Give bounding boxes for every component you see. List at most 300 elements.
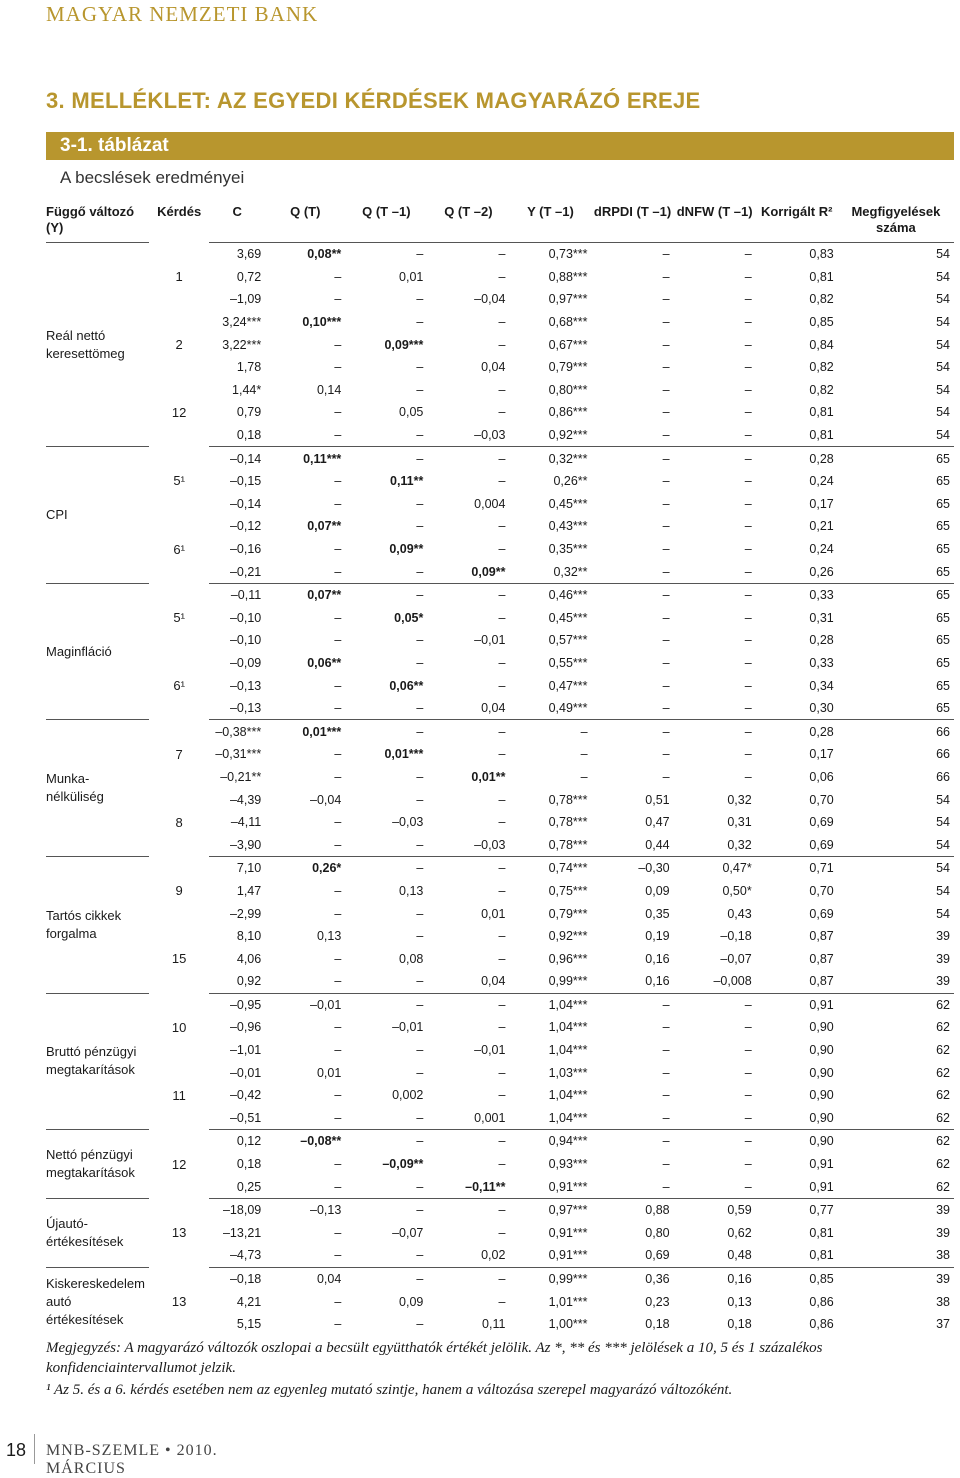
table-cell: – (345, 447, 427, 470)
table-cell: 0,35 (645, 906, 670, 921)
table-cell: – (427, 447, 509, 470)
table-cell: 0,26** (553, 474, 588, 489)
table-cell: – (498, 883, 506, 898)
table-cell: 0,18 (645, 1317, 670, 1332)
table-cell: –0,01 (265, 993, 345, 1016)
table-cell: 0,06** (389, 678, 424, 693)
table-cell: – (334, 1110, 342, 1125)
table-cell: –0,01 (392, 1020, 424, 1035)
table-cell: 0,32** (553, 564, 588, 579)
table-cell: –18,09 (209, 1198, 265, 1221)
table-cell: 1,78 (236, 360, 262, 375)
question-number: 5¹ (173, 473, 185, 489)
table-cell: 0,78*** (548, 837, 588, 852)
table-cell: 39 (838, 1267, 954, 1290)
table-cell: 0,82 (809, 360, 834, 375)
table-cell: – (498, 1088, 506, 1103)
table-cell: 0,30 (809, 701, 834, 716)
table-cell: – (427, 1267, 509, 1290)
table-cell: 0,51 (645, 792, 670, 807)
table-row (46, 243, 954, 266)
table-cell: 0,91 (756, 993, 838, 1016)
table-cell: – (416, 974, 424, 989)
table-cell: – (334, 405, 342, 420)
table-cell: 0,32 (727, 837, 752, 852)
table-cell: – (416, 360, 424, 375)
table-cell: – (334, 1179, 342, 1194)
table-cell: – (744, 610, 752, 625)
table-row (46, 1061, 954, 1084)
table-cell: 1,00*** (548, 1317, 588, 1332)
results-table (46, 204, 954, 1336)
table-cell: – (334, 1043, 342, 1058)
table-cell: 65 (936, 678, 950, 693)
table-cell: 5,15 (236, 1317, 262, 1332)
table-cell: 0,81 (809, 1225, 834, 1240)
table-cell: 0,13 (316, 929, 342, 944)
table-cell: – (498, 1065, 506, 1080)
question-number: 8 (175, 814, 183, 830)
question-number: 10 (171, 1019, 187, 1035)
table-cell: – (498, 610, 506, 625)
table-cell: – (334, 633, 342, 648)
table-cell: 0,82 (809, 382, 834, 397)
table-cell: –0,38*** (209, 720, 265, 743)
table-cell: 0,09** (389, 542, 424, 557)
table-cell: 1,03*** (548, 1065, 588, 1080)
table-cell: – (416, 292, 424, 307)
table-cell: – (334, 1088, 342, 1103)
table-cell: 0,47*** (548, 678, 588, 693)
table-cell: – (345, 243, 427, 266)
table-cell: 0,91*** (548, 1248, 588, 1263)
table-cell: 0,09** (471, 564, 506, 579)
table-cell: – (334, 769, 342, 784)
table-cell: 0,90 (809, 1065, 834, 1080)
table-cell: 0,69 (809, 906, 834, 921)
table-cell: – (345, 720, 427, 743)
table-cell: 0,92 (236, 974, 262, 989)
table-cell: – (580, 747, 588, 762)
table-cell: 54 (936, 815, 950, 830)
table-cell: –0,16 (229, 542, 262, 557)
table-cell: 0,01*** (265, 720, 345, 743)
table-cell: – (744, 1088, 752, 1103)
table-cell: – (509, 720, 591, 743)
table-cell: 0,78*** (548, 792, 588, 807)
table-cell: 0,59 (674, 1198, 756, 1221)
table-cell: 0,80*** (548, 382, 588, 397)
table-cell: 0,32*** (509, 447, 591, 470)
table-cell: – (498, 519, 506, 534)
table-cell: – (580, 769, 588, 784)
dependent-variable: Maginfláció (46, 583, 149, 720)
table-cell: 0,34 (809, 678, 834, 693)
table-cell: 65 (936, 701, 950, 716)
table-cell: 0,70 (809, 792, 834, 807)
table-cell: –0,18 (209, 1267, 265, 1290)
table-cell: 7,10 (209, 857, 265, 880)
dependent-variable: Újautó-értékesítések (46, 1198, 149, 1267)
table-cell: 0,69 (645, 1248, 670, 1263)
table-cell: – (416, 519, 424, 534)
table-cell: –0,09 (229, 655, 262, 670)
question-number: 11 (172, 1088, 186, 1104)
table-cell: – (744, 382, 752, 397)
table-cell: – (662, 360, 670, 375)
table-cell: 65 (838, 583, 954, 606)
table-cell: –0,14 (229, 496, 262, 511)
table-cell: – (744, 1043, 752, 1058)
table-cell: 1,04*** (509, 993, 591, 1016)
table-cell: 0,002 (392, 1088, 424, 1103)
table-cell: 0,08** (265, 243, 345, 266)
table-cell: 0,92*** (548, 929, 588, 944)
table-cell: 0,49*** (548, 701, 588, 716)
table-cell: – (662, 1065, 670, 1080)
table-cell: 0,79 (236, 405, 262, 420)
table-cell: – (427, 583, 509, 606)
table-cell: 54 (936, 382, 950, 397)
table-cell: – (744, 1110, 752, 1125)
table-body (46, 243, 954, 1336)
table-cell: – (744, 769, 752, 784)
table-cell: –4,11 (230, 815, 262, 830)
table-cell: – (345, 1198, 427, 1221)
table-cell: –0,13 (265, 1198, 345, 1221)
table-cell: –0,14 (209, 447, 265, 470)
table-cell: – (416, 929, 424, 944)
table-cell: 0,47 (645, 815, 670, 830)
table-cell: – (674, 993, 756, 1016)
table-cell: – (416, 428, 424, 443)
table-cell: 0,69 (809, 815, 834, 830)
table-cell: – (334, 269, 342, 284)
table-row (46, 515, 954, 538)
table-subtitle: A becslések eredményei (60, 168, 245, 187)
table-cell: 54 (936, 360, 950, 375)
table-cell: – (744, 474, 752, 489)
question-number: 6¹ (173, 678, 185, 694)
table-cell: 0,74*** (509, 857, 591, 880)
column-header: C (232, 204, 242, 219)
table-cell: – (334, 974, 342, 989)
table-cell: 39 (936, 951, 950, 966)
table-cell: 0,91 (809, 1179, 834, 1194)
table-cell: – (345, 1130, 427, 1153)
publisher-header: MAGYAR NEMZETI BANK (46, 2, 319, 26)
table-cell: 0,81 (809, 269, 834, 284)
table-cell: 0,33 (756, 583, 838, 606)
table-cell: – (416, 564, 424, 579)
table-cell: – (416, 1065, 424, 1080)
table-cell: – (662, 542, 670, 557)
table-row (46, 788, 954, 811)
table-cell: – (334, 542, 342, 557)
table-cell: – (345, 1267, 427, 1290)
table-cell: 39 (936, 974, 950, 989)
table-cell: 0,16 (645, 974, 670, 989)
table-cell: 39 (936, 929, 950, 944)
table-cell: – (498, 951, 506, 966)
table-cell: – (592, 447, 674, 470)
table-cell: – (334, 883, 342, 898)
table-cell: 0,11*** (265, 447, 345, 470)
table-cell: – (662, 1020, 670, 1035)
table-cell: 0,18 (236, 1157, 262, 1172)
table-cell: – (416, 633, 424, 648)
table-label-bar (46, 132, 954, 160)
table-cell: –0,04 (310, 792, 342, 807)
table-cell: 0,26* (265, 857, 345, 880)
table-cell: – (662, 315, 670, 330)
table-cell: 0,87 (809, 974, 834, 989)
table-cell: 0,86*** (548, 405, 588, 420)
table-cell: – (334, 1020, 342, 1035)
table-row (46, 379, 954, 402)
table-cell: – (674, 243, 756, 266)
question-number: 7 (175, 746, 183, 762)
table-cell: 0,11** (390, 474, 424, 489)
table-cell: – (744, 1179, 752, 1194)
dependent-variable: Reál nettó keresettömeg (46, 243, 149, 447)
table-cell: 54 (936, 292, 950, 307)
table-notes (46, 1338, 954, 1400)
table-cell: 1,04*** (548, 1088, 588, 1103)
table-cell: – (592, 243, 674, 266)
table-cell: 3,24*** (222, 315, 262, 330)
table-cell: –0,42 (229, 1088, 262, 1103)
table-cell: – (334, 1225, 342, 1240)
footer-text: MNB-SZEMLE • 2010. MÁRCIUS (46, 1442, 218, 1477)
table-cell: 0,07** (265, 583, 345, 606)
table-cell: 0,04 (481, 974, 506, 989)
table-cell: 54 (936, 837, 950, 852)
table-cell: 1,47 (236, 883, 262, 898)
table-cell: 0,19 (645, 929, 670, 944)
table-cell: 0,45*** (548, 610, 588, 625)
table-cell: 0,75*** (548, 883, 588, 898)
table-cell: – (744, 292, 752, 307)
table-cell: 65 (936, 564, 950, 579)
table-cell: 54 (838, 243, 954, 266)
table-cell: 54 (936, 428, 950, 443)
table-cell: – (662, 382, 670, 397)
table-cell: 65 (936, 519, 950, 534)
table-cell: –0,12 (229, 519, 262, 534)
table-cell: 54 (936, 792, 950, 807)
table-cell: – (334, 906, 342, 921)
table-cell: 0,13 (399, 883, 424, 898)
table-cell: – (592, 720, 674, 743)
table-cell: 54 (838, 857, 954, 880)
table-cell: – (427, 720, 509, 743)
table-cell: – (498, 474, 506, 489)
table-cell: 0,23 (645, 1294, 670, 1309)
table-cell: 0,81 (809, 428, 834, 443)
table-cell: – (662, 1157, 670, 1172)
table-cell: 0,90 (809, 1043, 834, 1058)
table-cell: – (427, 1130, 509, 1153)
column-header: Y (T –1) (527, 204, 574, 219)
table-cell: 0,46*** (509, 583, 591, 606)
table-cell: 1,44* (232, 382, 262, 397)
table-cell: 0,43 (727, 906, 752, 921)
column-header: Függő változó (Y) (46, 204, 135, 235)
table-cell: 62 (936, 1088, 950, 1103)
table-cell: –0,11** (465, 1179, 506, 1194)
table-cell: –0,13 (229, 701, 262, 716)
table-cell: – (662, 405, 670, 420)
table-cell: – (334, 951, 342, 966)
table-cell: 0,88*** (548, 269, 588, 284)
column-header: dNFW (T –1) (676, 204, 753, 219)
table-cell: –0,07 (392, 1225, 424, 1240)
table-cell: 0,04 (481, 360, 506, 375)
note-text: Megjegyzés: A magyarázó változók oszlopai a becsült együtthatók értékét jelölik. Az *, ** és *** jelölések a 10, 5 és 1 százalékos konfidenciaintervallumot jelzik. (46, 1340, 823, 1376)
table-cell: 0,44 (645, 837, 670, 852)
dependent-variable: Munka-nélküliség (46, 720, 149, 857)
table-cell: – (744, 701, 752, 716)
table-cell: 0,26 (809, 564, 834, 579)
table-cell: 0,07** (307, 519, 342, 534)
table-cell: – (498, 678, 506, 693)
table-cell: 0,90 (809, 1088, 834, 1103)
table-row (46, 925, 954, 948)
table-cell: 0,90 (809, 1020, 834, 1035)
table-cell: 0,12 (209, 1130, 265, 1153)
table-cell: – (334, 747, 342, 762)
table-cell: 0,96*** (548, 951, 588, 966)
table-cell: 0,18 (236, 428, 262, 443)
dependent-variable: Nettó pénzügyi megtakarítások (46, 1130, 149, 1199)
table-cell: 0,48 (727, 1248, 752, 1263)
table-cell: – (662, 428, 670, 443)
table-cell: 0,11 (482, 1317, 506, 1332)
table-cell: – (416, 792, 424, 807)
table-cell: 0,17 (809, 496, 834, 511)
table-cell: 0,06 (809, 769, 834, 784)
table-cell: 0,57*** (548, 633, 588, 648)
table-cell: 0,04 (481, 701, 506, 716)
table-cell: – (662, 337, 670, 352)
table-cell: 0,43*** (548, 519, 588, 534)
table-cell: –0,01 (474, 1043, 506, 1058)
table-cell: 0,72 (236, 269, 262, 284)
table-cell: 0,79*** (548, 360, 588, 375)
table-cell: 0,01** (471, 769, 506, 784)
question-number: 13 (171, 1293, 187, 1309)
footer-divider (34, 1434, 35, 1464)
table-cell: –4,73 (229, 1248, 262, 1263)
table-cell: 0,99*** (548, 974, 588, 989)
table-cell: – (662, 769, 670, 784)
table-cell: – (662, 564, 670, 579)
table-header-row (46, 204, 954, 243)
table-cell: –0,07 (720, 951, 752, 966)
table-cell: 66 (936, 769, 950, 784)
table-cell: – (334, 1248, 342, 1263)
table-cell: 65 (936, 633, 950, 648)
table-cell: 0,90 (809, 1110, 834, 1125)
table-cell: 0,86 (809, 1317, 834, 1332)
table-cell: – (744, 269, 752, 284)
table-cell: 65 (936, 496, 950, 511)
table-row (46, 311, 954, 334)
table-cell: 38 (936, 1248, 950, 1263)
table-cell: 0,004 (474, 496, 506, 511)
table-cell: 0,94*** (509, 1130, 591, 1153)
table-cell: 0,25 (236, 1179, 262, 1194)
table-cell: 62 (936, 1110, 950, 1125)
table-cell: 8,10 (236, 929, 262, 944)
table-cell: 0,84 (809, 337, 834, 352)
table-cell: – (416, 496, 424, 511)
table-cell: – (662, 655, 670, 670)
table-row (46, 652, 954, 675)
table-cell: 0,86 (809, 1294, 834, 1309)
table-cell: –3,90 (229, 837, 262, 852)
table-cell: – (662, 1088, 670, 1103)
table-cell: 0,78*** (548, 815, 588, 830)
table-cell: 0,45*** (548, 496, 588, 511)
table-cell: – (744, 428, 752, 443)
table-cell: 4,06 (236, 951, 262, 966)
table-cell: – (427, 1198, 509, 1221)
table-cell: – (498, 269, 506, 284)
table-cell: –0,18 (720, 929, 752, 944)
column-header: Korrigált R² (760, 204, 833, 219)
table-cell: 0,10*** (302, 315, 342, 330)
table-cell: – (662, 1179, 670, 1194)
table-cell: – (334, 360, 342, 375)
table-cell: – (592, 1130, 674, 1153)
table-cell: – (662, 292, 670, 307)
table-cell: 38 (936, 1294, 950, 1309)
table-cell: –0,31*** (215, 747, 262, 762)
table-cell: – (662, 474, 670, 489)
table-cell: – (498, 337, 506, 352)
table-cell: – (744, 519, 752, 534)
column-header: Q (T) (290, 204, 321, 219)
table-cell: 0,14 (316, 382, 342, 397)
table-row (46, 857, 954, 880)
table-cell: – (416, 1317, 424, 1332)
table-cell: 3,22*** (222, 337, 262, 352)
table-cell: –0,01 (229, 1065, 262, 1080)
table-cell: 0,71 (756, 857, 838, 880)
table-cell: 1,04*** (548, 1020, 588, 1035)
column-header: Q (T –2) (444, 204, 493, 219)
table-cell: 0,73*** (509, 243, 591, 266)
dependent-variable: CPI (46, 447, 149, 584)
table-cell: – (498, 815, 506, 830)
table-cell: –0,01 (474, 633, 506, 648)
table-cell: –0,10 (229, 610, 262, 625)
table-cell: 0,68*** (548, 315, 588, 330)
table-cell: –0,04 (474, 292, 506, 307)
table-cell: –0,30 (592, 857, 674, 880)
table-cell: – (662, 747, 670, 762)
table-cell: – (334, 678, 342, 693)
table-cell: 0,81 (809, 405, 834, 420)
table-cell: – (427, 993, 509, 1016)
dependent-variable: Bruttó pénzügyi megtakarítások (46, 993, 149, 1130)
table-cell: 65 (936, 474, 950, 489)
table-cell: 0,87 (809, 929, 834, 944)
table-cell: 0,16 (674, 1267, 756, 1290)
table-cell: 0,09 (645, 883, 670, 898)
